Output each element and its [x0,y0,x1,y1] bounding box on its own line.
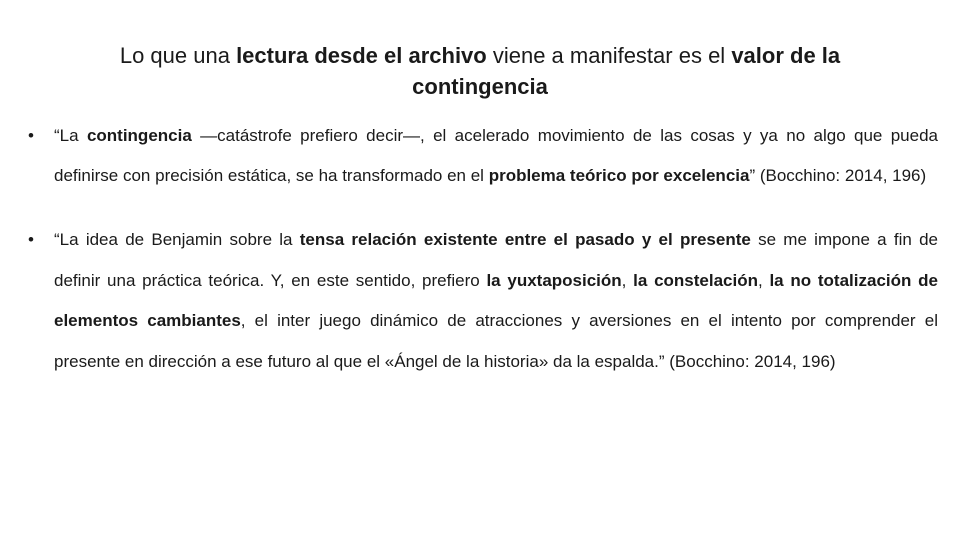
quote-text: —catástrofe prefiero decir—, el acelerado movimiento de las cosas y ya no algo que pueda definirse con precisión estática, se ha transformado en el [54,126,939,185]
quote-text: , [621,270,634,290]
quote-emphasis: problema teórico por excelencia [488,166,750,185]
title-text: Lo que una [119,43,237,68]
quote-text: se me impone a fin de definir una práctica teórica. Y, en este sentido, prefiero [54,230,938,290]
quote-text: “La idea de Benjamin sobre la [54,230,300,249]
title-text: viene a manifestar es el [486,43,732,68]
bullet-marker: • [28,126,34,145]
title-emphasis-lectura: lectura desde el archivo [236,43,487,68]
quote-text: “La [54,126,87,145]
quote-emphasis: tensa relación existente entre el pasado y el presente [299,230,751,249]
quote-emphasis: la yuxtaposición [486,270,622,290]
bullet-item-benjamin [28,220,938,382]
quote-emphasis: la constelación [633,270,758,290]
bullet-list [28,116,938,382]
title-emphasis-valor: valor de la contingencia [412,43,841,99]
bullet-marker: • [28,230,34,249]
quote-emphasis: contingencia [86,126,192,145]
slide-title [60,40,900,102]
quote-emphasis: la no totalización de elementos cambiantes [54,270,938,330]
quote-text: , el inter juego dinámico de atracciones y aversiones en el intento por comprender el presente en dirección a ese futuro al que el «Ángel de la historia» da la espalda.” (Bocchino: 2014, 196) [54,311,938,371]
quote-text: , [757,270,770,290]
bullet-item-contingencia [28,116,938,196]
quote-citation: ” (Bocchino: 2014, 196) [749,166,927,185]
